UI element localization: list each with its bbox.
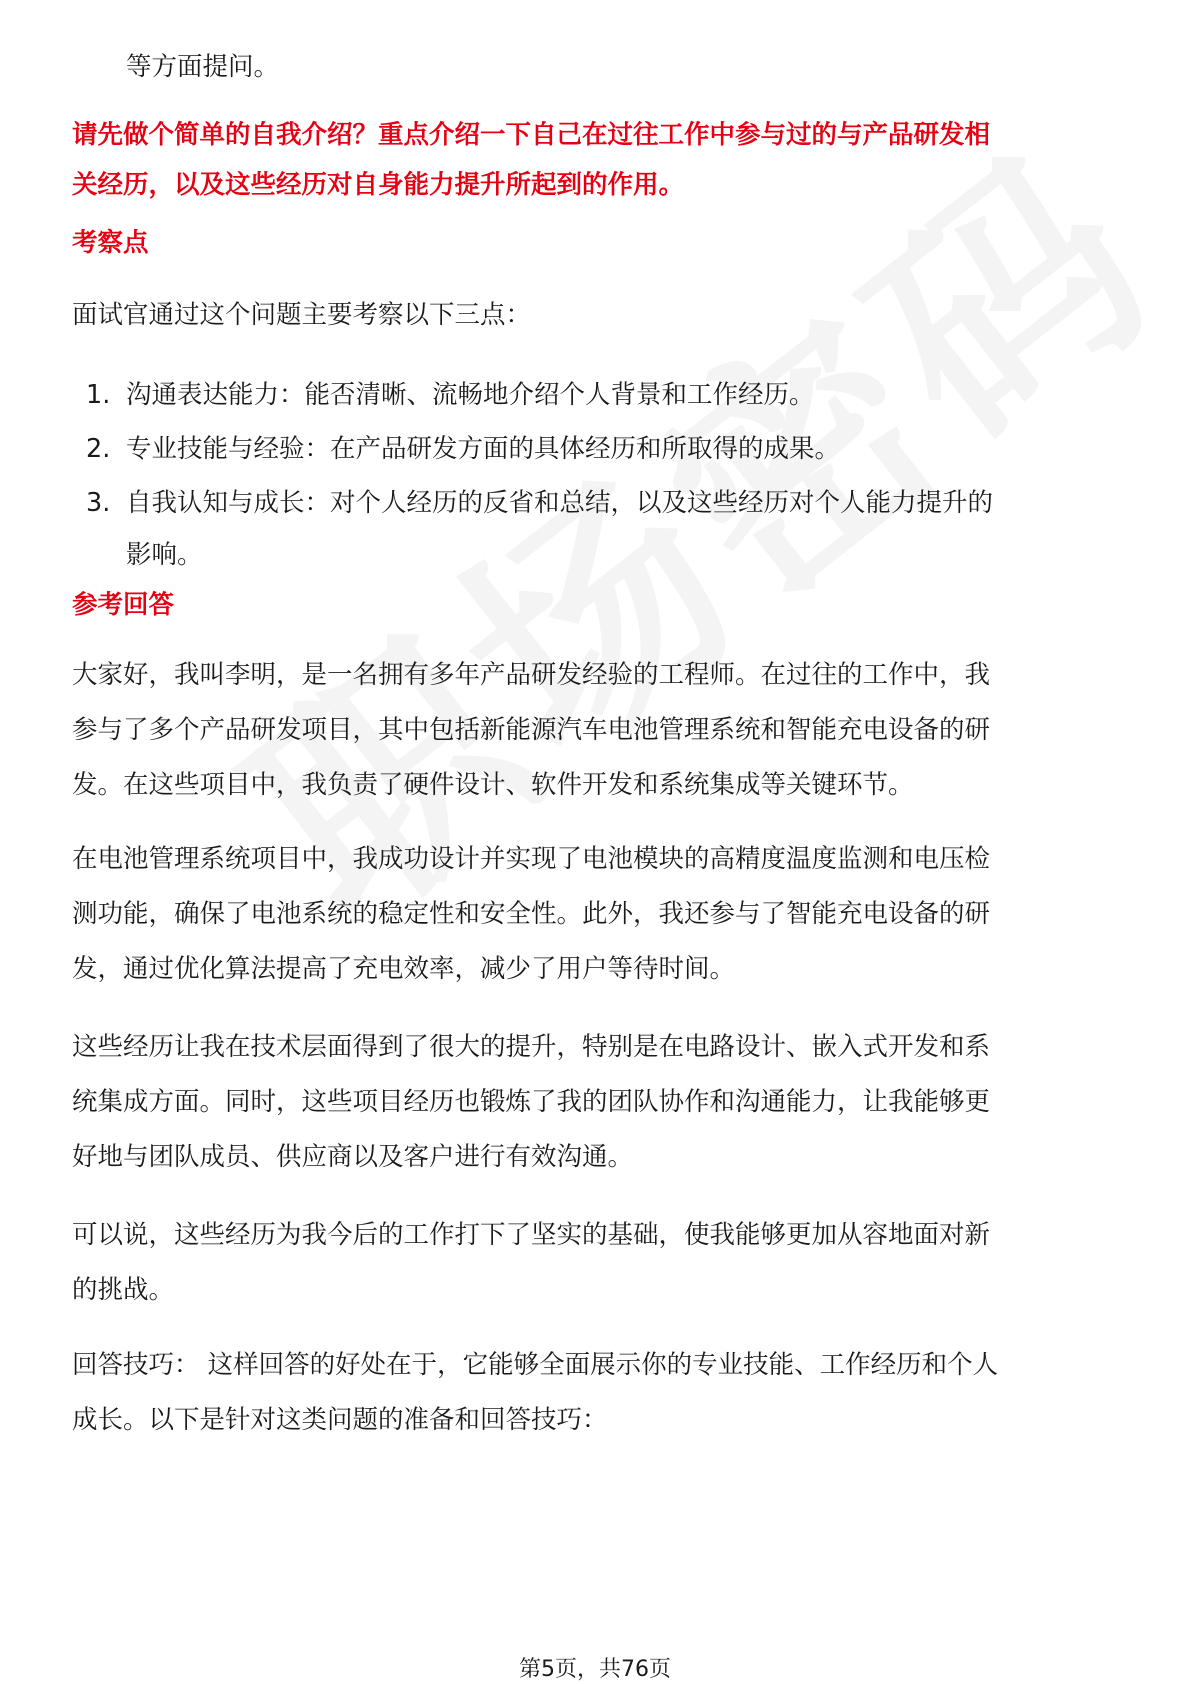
answer-paragraph-line: 发。在这些项目中，我负责了硬件设计、软件开发和系统集成等关键环节。 [72, 770, 914, 800]
list-text: 沟通表达能力：能否清晰、流畅地介绍个人背景和工作经历。 [126, 380, 815, 410]
list-number: 3. [86, 488, 111, 518]
tips-paragraph-line: 成长。以下是针对这类问题的准备和回答技巧： [72, 1405, 608, 1435]
list-item [86, 424, 1122, 474]
list-item [86, 370, 1122, 420]
answer-paragraph-line: 可以说，这些经历为我今后的工作打下了坚实的基础，使我能够更加从容地面对新 [72, 1220, 991, 1250]
answer-paragraph-line: 发，通过优化算法提高了充电效率，减少了用户等待时间。 [72, 954, 736, 984]
page-number-footer: 第5页，共76页 [519, 1657, 671, 1682]
section-heading-ckhd: 参考回答 [72, 590, 175, 620]
section-heading-kcd: 考察点 [72, 228, 149, 258]
list-item-continuation: 影响。 [126, 540, 203, 570]
tips-paragraph-line: 回答技巧： 这样回答的好处在于，它能够全面展示你的专业技能、工作经历和个人 [72, 1350, 999, 1380]
list-number: 1. [86, 380, 111, 410]
answer-paragraph-line: 好地与团队成员、供应商以及客户进行有效沟通。 [72, 1142, 634, 1172]
list-number: 2. [86, 434, 111, 464]
answer-paragraph-line: 的挑战。 [72, 1275, 175, 1305]
answer-paragraph-line: 统集成方面。同时，这些项目经历也锻炼了我的团队协作和沟通能力，让我能够更 [72, 1087, 991, 1117]
list-text: 自我认知与成长：对个人经历的反省和总结，以及这些经历对个人能力提升的 [126, 488, 994, 518]
answer-paragraph-line: 这些经历让我在技术层面得到了很大的提升，特别是在电路设计、嵌入式开发和系 [72, 1032, 991, 1062]
continued-text: 等方面提问。 [126, 52, 280, 82]
answer-paragraph-line: 参与了多个产品研发项目，其中包括新能源汽车电池管理系统和智能充电设备的研 [72, 715, 991, 745]
kcd-intro: 面试官通过这个问题主要考察以下三点： [72, 300, 532, 330]
question-line-2: 关经历，以及这些经历对自身能力提升所起到的作用。 [72, 170, 685, 200]
question-line-1: 请先做个简单的自我介绍？重点介绍一下自己在过往工作中参与过的与产品研发相 [72, 120, 991, 150]
answer-paragraph-line: 测功能，确保了电池系统的稳定性和安全性。此外，我还参与了智能充电设备的研 [72, 899, 991, 929]
list-text: 专业技能与经验：在产品研发方面的具体经历和所取得的成果。 [126, 434, 841, 464]
answer-paragraph-line: 在电池管理系统项目中，我成功设计并实现了电池模块的高精度温度监测和电压检 [72, 844, 991, 874]
list-item [86, 478, 1122, 528]
answer-paragraph-line: 大家好，我叫李明，是一名拥有多年产品研发经验的工程师。在过往的工作中，我 [72, 660, 991, 690]
